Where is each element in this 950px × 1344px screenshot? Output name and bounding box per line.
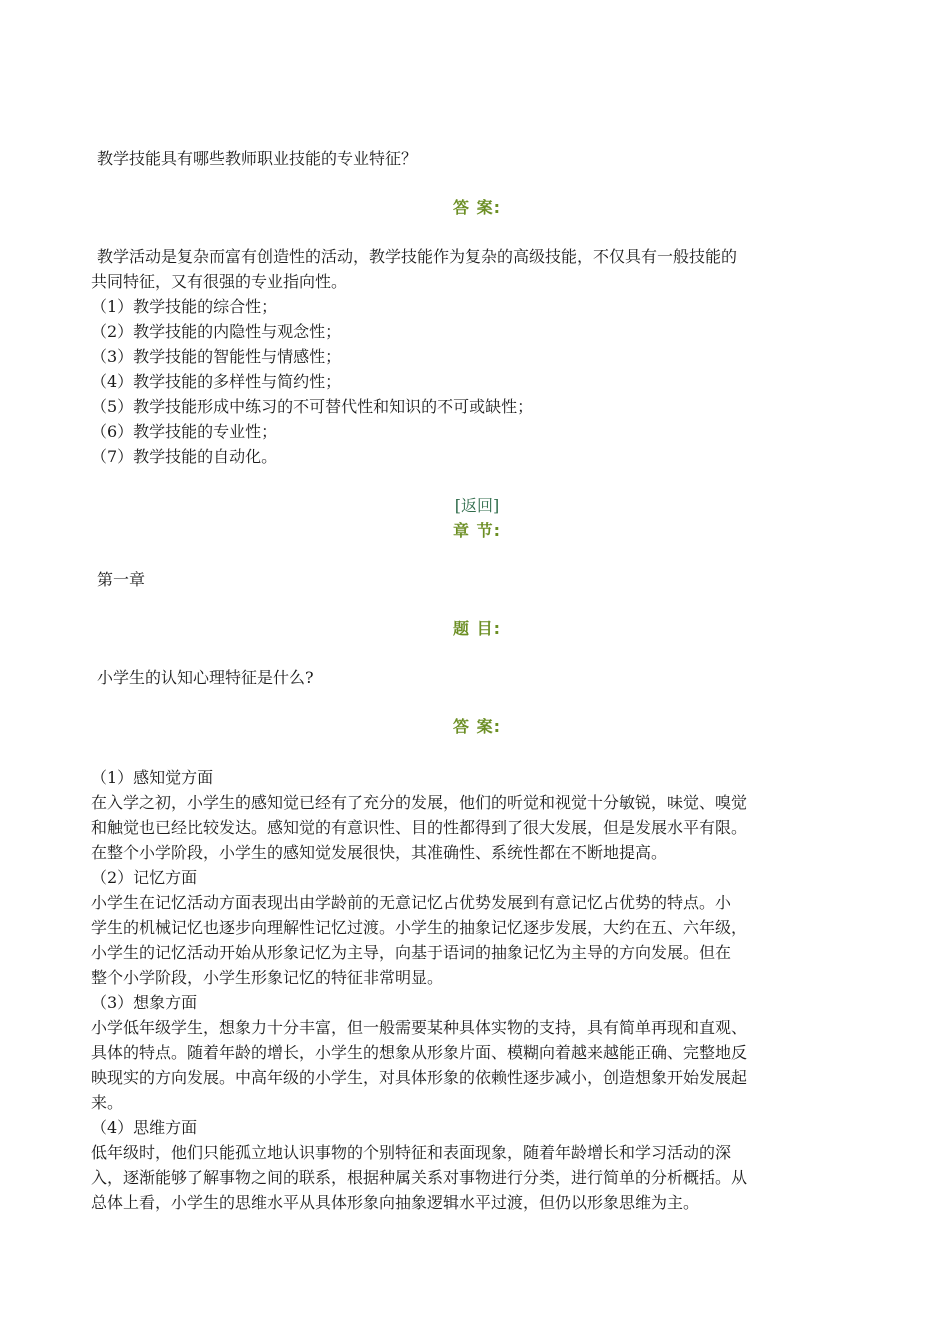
answer-section-title: （4）思维方面 (91, 1118, 198, 1137)
chapter-text: 第一章 (97, 570, 146, 589)
answer-section-title: （2）记忆方面 (91, 868, 198, 887)
answer-line: 和触觉也已经比较发达。感知觉的有意识性、目的性都得到了很大发展，但是发展水平有限。 (91, 818, 748, 837)
question-text: 小学生的认知心理特征是什么? (97, 668, 314, 687)
answer-line: 来。 (91, 1093, 124, 1112)
answer-line: 小学生的记忆活动开始从形象记忆为主导，向基于语词的抽象记忆为主导的方向发展。但在 (91, 943, 732, 962)
question-text: 教学技能具有哪些教师职业技能的专业特征？ (97, 149, 418, 168)
answer-line: 小学生在记忆活动方面表现出由学龄前的无意记忆占优势发展到有意记忆占优势的特点。小 (91, 893, 732, 912)
document-body (91, 146, 863, 1215)
answer-line: 总体上看，小学生的思维水平从具体形象向抽象逻辑水平过渡，但仍以形象思维为主。 (91, 1193, 700, 1212)
return-link[interactable]: [返回] (454, 496, 500, 515)
answer-list-item: （6）教学技能的专业性； (91, 422, 278, 441)
answer-line: 具体的特点。随着年龄的增长，小学生的想象从形象片面、模糊向着越来越能正确、完整地反 (91, 1043, 748, 1062)
answer-line: 小学低年级学生，想象力十分丰富，但一般需要某种具体实物的支持，具有简单再现和直观、 (91, 1018, 748, 1037)
answer-list-item: （7）教学技能的自动化。 (91, 447, 278, 466)
answer-line: 在入学之初，小学生的感知觉已经有了充分的发展，他们的听觉和视觉十分敏锐，味觉、嗅觉 (91, 793, 748, 812)
chapter-heading: 章 节: (453, 521, 501, 540)
answer-intro-line: 共同特征，又有很强的专业指向性。 (91, 272, 348, 291)
answer-line: 在整个小学阶段，小学生的感知觉发展很快，其准确性、系统性都在不断地提高。 (91, 843, 668, 862)
answer-list-item: （1）教学技能的综合性； (91, 297, 278, 316)
answer-list-item: （3）教学技能的智能性与情感性； (91, 347, 342, 366)
topic-heading: 题 目: (453, 619, 501, 638)
answer-line: 映现实的方向发展。中高年级的小学生，对具体形象的依赖性逐步减小，创造想象开始发展起 (91, 1068, 748, 1087)
answer-section-title: （1）感知觉方面 (91, 768, 214, 787)
answer-list-item: （4）教学技能的多样性与简约性； (91, 372, 342, 391)
answer-line: 低年级时，他们只能孤立地认识事物的个别特征和表面现象，随着年龄增长和学习活动的深 (91, 1143, 732, 1162)
answer-line: 学生的机械记忆也逐步向理解性记忆过渡。小学生的抽象记忆逐步发展，大约在五、六年级， (91, 918, 748, 937)
answer-intro-line: 教学活动是复杂而富有创造性的活动，教学技能作为复杂的高级技能，不仅具有一般技能的 (97, 247, 738, 266)
answer-heading: 答 案: (453, 198, 501, 217)
answer-line: 入，逐渐能够了解事物之间的联系，根据种属关系对事物进行分类，进行简单的分析概括。从 (91, 1168, 748, 1187)
answer-list-item: （5）教学技能形成中练习的不可替代性和知识的不可或缺性； (91, 397, 534, 416)
answer-list-item: （2）教学技能的内隐性与观念性； (91, 322, 342, 341)
answer-section-title: （3）想象方面 (91, 993, 198, 1012)
answer-heading: 答 案: (453, 717, 501, 736)
answer-line: 整个小学阶段，小学生形象记忆的特征非常明显。 (91, 968, 444, 987)
